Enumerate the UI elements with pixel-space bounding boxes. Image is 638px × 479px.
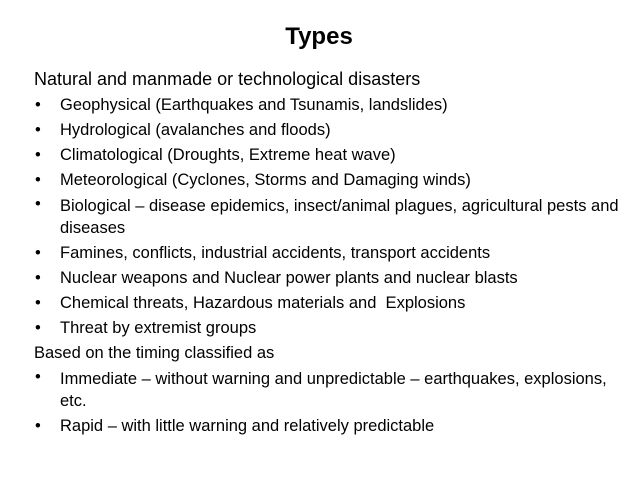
disaster-types-list bbox=[34, 93, 624, 341]
list-item bbox=[34, 93, 624, 118]
list-item bbox=[34, 118, 624, 143]
list-item-text: Hydrological (avalanches and floods) bbox=[60, 121, 331, 139]
bullet-icon: • bbox=[35, 319, 41, 337]
bullet-icon: • bbox=[35, 244, 41, 262]
list-item-text: Meteorological (Cyclones, Storms and Damaging winds) bbox=[60, 171, 471, 189]
list-item-text: Climatological (Droughts, Extreme heat wave) bbox=[60, 146, 396, 164]
list-item bbox=[34, 168, 624, 193]
bullet-icon: • bbox=[35, 121, 41, 139]
bullet-icon: • bbox=[35, 96, 41, 114]
list-item-text: Nuclear weapons and Nuclear power plants and nuclear blasts bbox=[60, 269, 518, 287]
bullet-icon: • bbox=[35, 417, 41, 435]
bullet-icon: • bbox=[35, 294, 41, 312]
list-item bbox=[34, 291, 624, 316]
list-item bbox=[34, 193, 624, 241]
list-item bbox=[34, 241, 624, 266]
list-item-text: Rapid – with little warning and relatively predictable bbox=[60, 417, 435, 435]
list-item bbox=[34, 316, 624, 341]
list-item-text: Immediate – without warning and unpredictable – earthquakes, explosions, etc. bbox=[60, 370, 607, 410]
bullet-icon: • bbox=[35, 171, 41, 189]
bullet-icon: • bbox=[35, 368, 41, 386]
bullet-icon: • bbox=[35, 269, 41, 287]
list-item-text: Biological – disease epidemics, insect/animal plagues, agricultural pests and diseases bbox=[60, 197, 619, 237]
intro-text: Natural and manmade or technological disasters bbox=[34, 69, 421, 89]
bullet-icon: • bbox=[35, 195, 41, 213]
list-item-text: Famines, conflicts, industrial accidents, transport accidents bbox=[60, 244, 491, 262]
list-item bbox=[34, 414, 624, 439]
timing-heading: Based on the timing classified as bbox=[34, 344, 275, 362]
timing-list bbox=[34, 366, 624, 439]
list-item bbox=[34, 366, 624, 414]
slide-body bbox=[34, 66, 624, 439]
list-item-text: Threat by extremist groups bbox=[60, 319, 257, 337]
list-item bbox=[34, 266, 624, 291]
bullet-icon: • bbox=[35, 146, 41, 164]
list-item bbox=[34, 143, 624, 168]
slide-title: Types bbox=[285, 23, 353, 50]
list-item-text: Chemical threats, Hazardous materials and Explosions bbox=[60, 294, 466, 312]
list-item-text: Geophysical (Earthquakes and Tsunamis, landslides) bbox=[60, 96, 448, 114]
